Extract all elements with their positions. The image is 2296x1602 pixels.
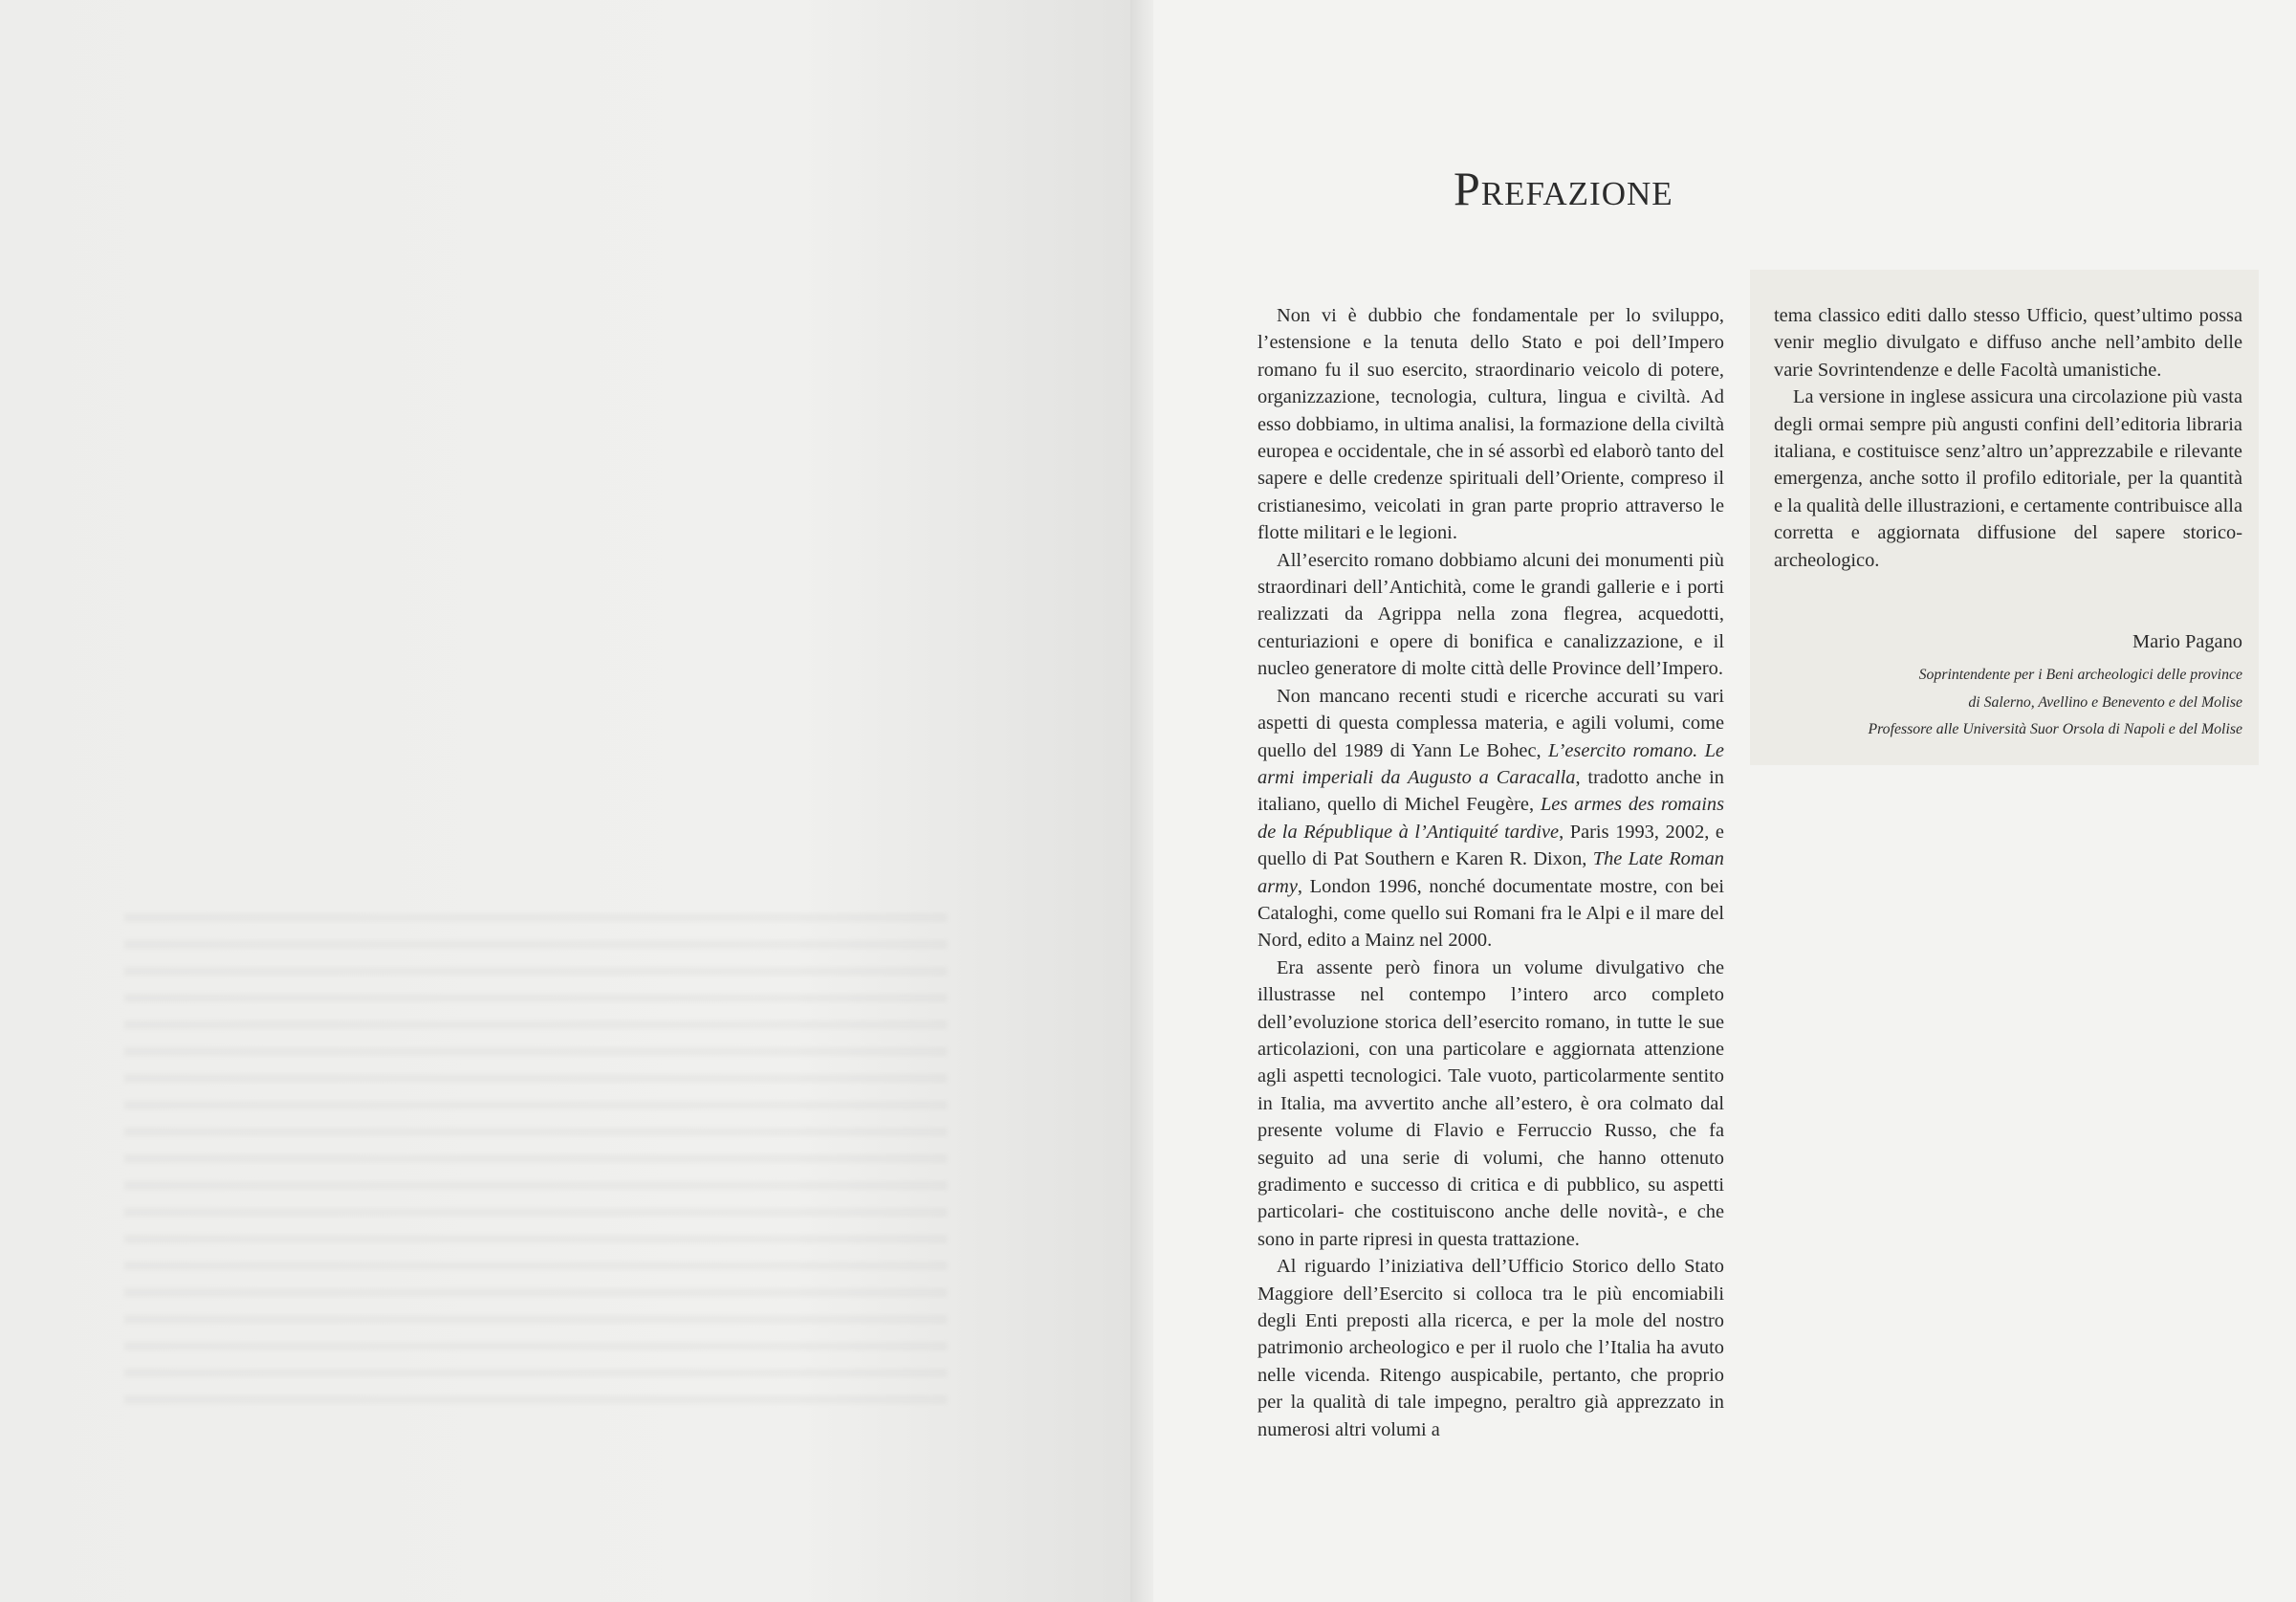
- paragraph: Era assente però finora un volume divulgativo che illustrasse nel contempo l’intero arco completo dell’evoluzione storica dell’esercito romano, in tutte le sue articolazioni, con una particolare e aggiornata attenzione agli aspetti tecnologici. Tale vuoto, particolarmente sentito in Italia, ma avvertito anche all’estero, è ora colmato dal presente volume di Flavio e Ferruccio Russo, che fa seguito ad una serie di volumi, che hanno ottenuto gradimento e successo di critica e di pubblico, su aspetti particolari- che costituiscono anche delle novità-, e che sono in parte ripresi in questa trattazione.: [1257, 956, 1724, 1250]
- page-title: Prefazione: [1454, 162, 1673, 215]
- left-page: [0, 0, 1138, 1602]
- paragraph-text: Non mancano recenti studi e ricerche accurati su vari aspetti di questa complessa materia, e agili volumi, come quello del 1989 di Yann Le Bohec,: [1257, 685, 1724, 761]
- paragraph: La versione in inglese assicura una circolazione più vasta degli ormai sempre più angusti confini dell’editoria libraria italiana, e costituisce senz’altro un’apprezzabile e rilevante emergenza, anche sotto il profilo editoriale, per la quantità e la qualità delle illustrazioni, e certamente contribuisce alla corretta e aggiornata diffusione del sapere storico-archeologico.: [1774, 386, 2242, 571]
- book-title: L’esercito romano. Le armi imperiali da Augusto a Caracalla: [1257, 739, 1724, 788]
- signature-block: [1774, 627, 2242, 744]
- bleed-through-text: [124, 913, 947, 1411]
- paragraph-text: , Paris 1993, 2002, e quello di Pat Southern e Karen R. Dixon,: [1257, 821, 1724, 870]
- paragraph-text: , London 1996, nonché documentate mostre, con bei Cataloghi, come quello sui Romani fra le Alpi e il mare del Nord, edito a Mainz nel 2000.: [1257, 875, 1724, 952]
- author-name: Mario Pagano: [2132, 631, 2242, 652]
- text-column-right: [1774, 302, 2242, 574]
- paragraph: tema classico editi dallo stesso Ufficio, quest’ultimo possa venir meglio divulgato e diffuso anche nell’ambito delle varie Sovrintendenze e delle Facoltà umanistiche.: [1774, 305, 2242, 381]
- paragraph: [1257, 683, 1724, 955]
- author-role: Professore alle Università Suor Orsola di Napoli e del Molise: [1868, 721, 2242, 738]
- author-role: di Salerno, Avellino e Benevento e del Molise: [1968, 693, 2242, 711]
- paragraph: Al riguardo l’iniziativa dell’Ufficio Storico dello Stato Maggiore dell’Esercito si colloca tra le più encomiabili degli Enti preposti alla ricerca, e per la mole del nostro patrimonio archeologico e per il ruolo che l’Italia ha avuto nelle vicenda. Ritengo auspicabile, pertanto, che proprio per la qualità di tale impegno, peraltro già apprezzato in numerosi altri volumi a: [1257, 1256, 1724, 1440]
- paragraph: Non vi è dubbio che fondamentale per lo sviluppo, l’estensione e la tenuta dello Stato e poi dell’Impero romano fu il suo esercito, straordinario veicolo di potere, organizzazione, tecnologia, cultura, lingua e civiltà. Ad esso dobbiamo, in ultima analisi, la formazione della civiltà europea e occidentale, che in sé assorbì ed elaborò tanto del sapere e delle credenze spirituali dell’Oriente, compreso il cristianesimo, veicolati in gran parte proprio attraverso le flotte militari e le legioni.: [1257, 305, 1724, 544]
- paragraph-text: , tradotto anche in italiano, quello di Michel Feugère,: [1257, 766, 1724, 816]
- book-title: Les armes des romains de la République à l’Antiquité tardive: [1257, 794, 1724, 843]
- book-title: The Late Roman army: [1257, 848, 1724, 897]
- author-role: Soprintendente per i Beni archeologici delle province: [1918, 667, 2242, 683]
- text-column-left: [1257, 302, 1724, 1443]
- paragraph: All’esercito romano dobbiamo alcuni dei monumenti più straordinari dell’Antichità, come le grandi gallerie e i porti realizzati da Agrippa nella zona flegrea, acquedotti, centuriazioni e opere di bonifica e canalizzazione, e il nucleo generatore di molte città delle Province dell’Impero.: [1257, 549, 1724, 680]
